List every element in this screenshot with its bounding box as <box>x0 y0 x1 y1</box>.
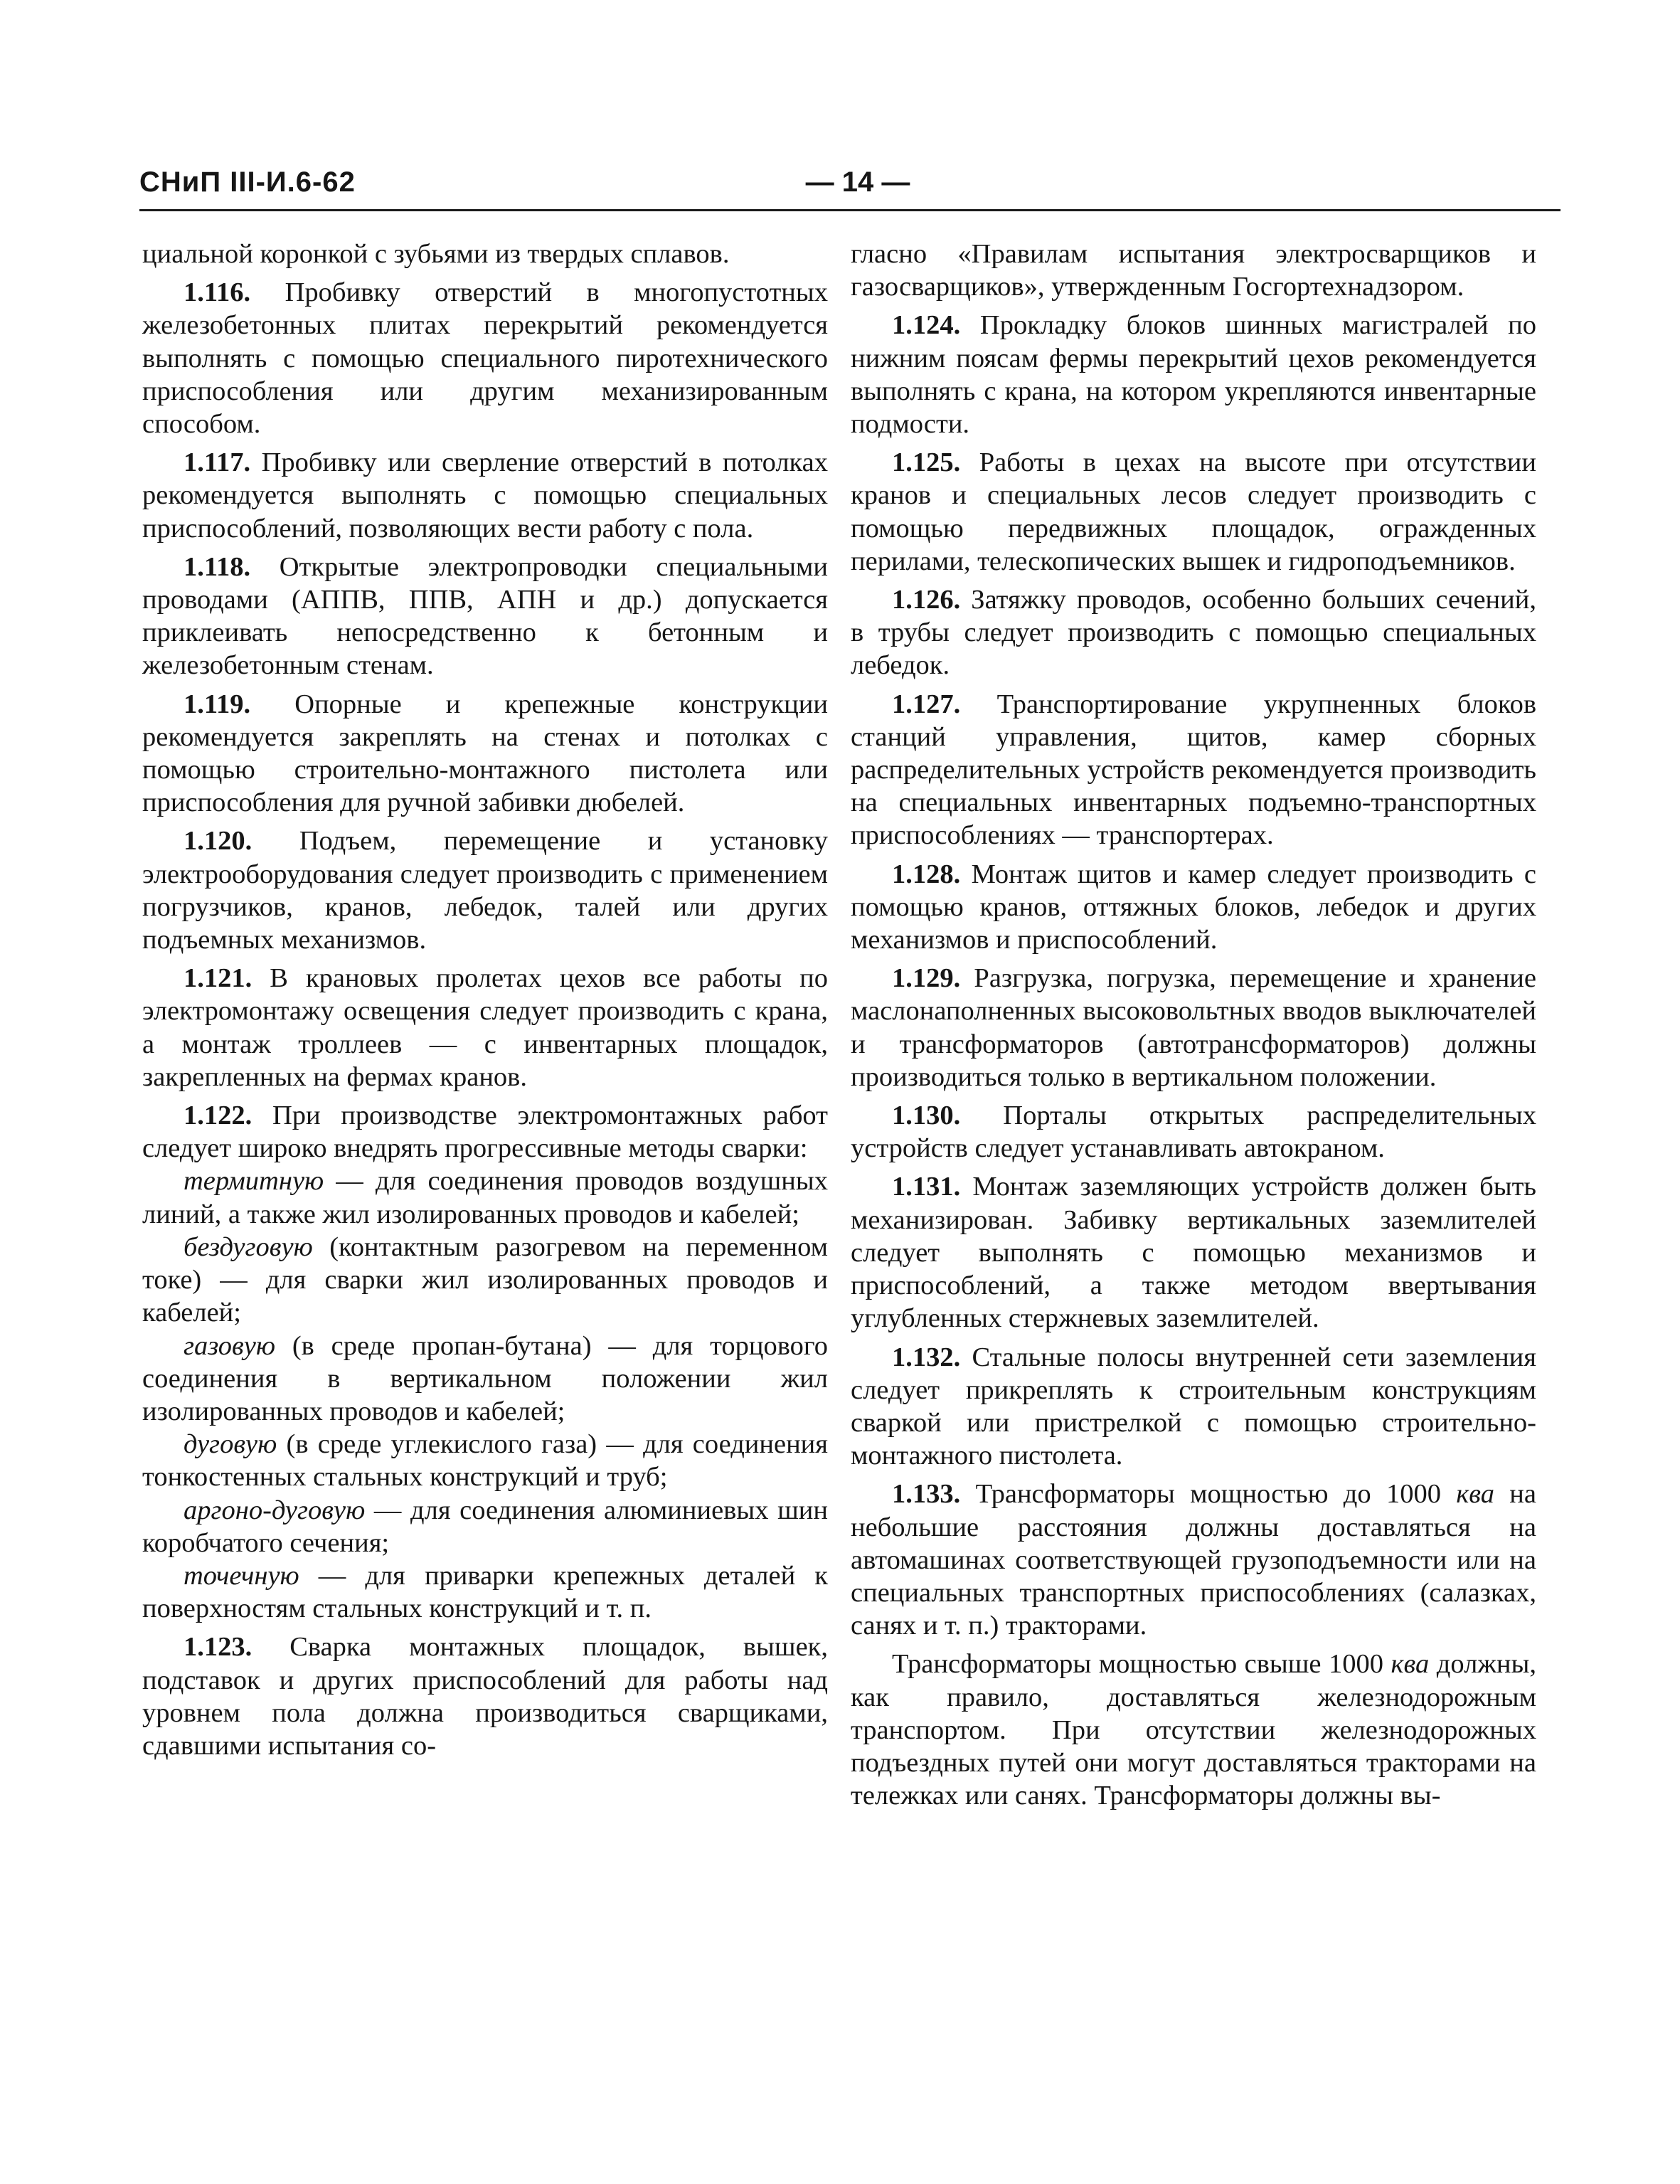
page-header <box>139 166 1561 211</box>
welding-method-arc <box>142 1428 828 1493</box>
paragraph-continued: гласно «Правилам испытания электросварщиков и газосварщиков», утвержденным Госгортехнадзором. <box>851 239 1536 302</box>
method-text: — для соединения алюминиевых шин коробчатого сечения; <box>142 1495 828 1558</box>
clause-text: Сварка монтажных площадок, вышек, подставок и других приспособлений для работы над уровнем пола должна производиться сварщиками, сдавшими испытания со- <box>142 1632 828 1761</box>
welding-method-arcless <box>142 1231 828 1330</box>
clause-1-116 <box>142 276 828 440</box>
clause-number: 1.133. <box>892 1479 961 1510</box>
clause-text: Пробивку или сверление отверстий в потолках рекомендуется выполнять с помощью специальных приспособлений, позволяющих вести работу с пола. <box>142 447 828 544</box>
clause-1-118 <box>142 551 828 682</box>
clause-1-117 <box>142 446 828 545</box>
clause-number: 1.129. <box>892 963 961 994</box>
clause-1-123 <box>142 1631 828 1762</box>
clause-text: Трансформаторы мощностью свыше 1000 <box>892 1649 1391 1680</box>
clause-1-131 <box>851 1170 1536 1335</box>
clause-1-121 <box>142 962 828 1093</box>
method-term: бездуговую <box>184 1231 313 1262</box>
welding-method-gas <box>142 1330 828 1428</box>
clause-number: 1.118. <box>184 551 251 582</box>
clause-text: Стальные полосы внутренней сети заземления следует прикреплять к строительным конструкциям сваркой или пристрелкой с помощью строительно-монтажного пистолета. <box>851 1342 1536 1471</box>
clause-1-126 <box>851 583 1536 682</box>
clause-1-133-continued <box>851 1648 1536 1812</box>
clause-number: 1.130. <box>892 1101 961 1131</box>
welding-method-spot <box>142 1559 828 1625</box>
method-text: — для приварки крепежных деталей к поверхностям стальных конструкций и т. п. <box>142 1560 828 1624</box>
paragraph-continued: циальной коронкой с зубьями из твердых сплавов. <box>142 239 730 269</box>
clause-text: Подъем, перемещение и установку электрооборудования следует производить с применением погрузчиков, кранов, лебедок, талей или других подъемных механизмов. <box>142 826 828 955</box>
clause-number: 1.124. <box>892 310 961 341</box>
clause-number: 1.117. <box>184 447 251 478</box>
right-column <box>851 238 1536 1812</box>
welding-method-thermite <box>142 1165 828 1230</box>
clause-1-119 <box>142 688 828 820</box>
method-term: аргоно-дуговую <box>184 1495 366 1525</box>
clause-1-129 <box>851 962 1536 1093</box>
clause-1-125 <box>851 446 1536 578</box>
clause-text: на небольшие расстояния должны доставляться на автомашинах соответствующей грузоподъемности или на специальных транспортных приспособлениях (салазках, санях и т. п.) тракторами. <box>851 1479 1536 1641</box>
clause-text: Открытые электропроводки специальными проводами (АППВ, ППВ, АПН и др.) допускается приклеивать непосредственно к бетонным и железобетонным стенам. <box>142 551 828 681</box>
clause-1-133 <box>851 1478 1536 1642</box>
clause-1-122 <box>142 1099 828 1165</box>
clause-text: Пробивку отверстий в многопустотных железобетонных плитах перекрытий рекомендуется выполнять с помощью специального пиротехнического приспособления или другим механизированным способом. <box>142 277 828 440</box>
page-number: — 14 — <box>805 166 910 198</box>
clause-text: Затяжку проводов, особенно больших сечений, в трубы следует производить с помощью специальных лебедок. <box>851 585 1536 681</box>
clause-text: Монтаж щитов и камер следует производить с помощью кранов, оттяжных блоков, лебедок и других механизмов и приспособлений. <box>851 859 1536 955</box>
clause-text: Опорные и крепежные конструкции рекомендуется закреплять на стенах и потолках с помощью строительно-монтажного пистолета или приспособления для ручной забивки дюбелей. <box>142 689 828 818</box>
clause-number: 1.116. <box>184 277 251 308</box>
method-term: точечную <box>184 1560 299 1591</box>
clause-text: Работы в цехах на высоте при отсутствии кранов и специальных лесов следует производить с помощью передвижных площадок, огражденных перилами, телескопических вышек и гидроподъемников. <box>851 447 1536 576</box>
unit-kva: ква <box>1456 1479 1494 1510</box>
clause-number: 1.123. <box>184 1632 252 1663</box>
clause-number: 1.132. <box>892 1342 961 1372</box>
clause-number: 1.121. <box>184 963 252 994</box>
clause-text: Прокладку блоков шинных магистралей по нижним поясам фермы перекрытий цехов рекомендуется выполнять с крана, на котором укрепляются инвентарные подмости. <box>851 310 1536 440</box>
clause-text: Разгрузка, погрузка, перемещение и хранение маслонаполненных высоковольтных вводов выключателей и трансформаторов (автотрансформаторов) должны производиться только в вертикальном положении. <box>851 963 1536 1092</box>
clause-number: 1.119. <box>184 689 251 719</box>
clause-number: 1.120. <box>184 826 252 857</box>
clause-text: Порталы открытых распределительных устройств следует устанавливать автокраном. <box>851 1101 1536 1164</box>
clause-text: должны, как правило, доставляться железнодорожным транспортом. При отсутствии железнодорожных подъездных путей они могут доставляться тракторами на тележках или санях. Трансформаторы должны вы- <box>851 1649 1536 1811</box>
clause-number: 1.128. <box>892 859 961 889</box>
method-text: (контактным разогревом на переменном токе) — для сварки жил изолированных проводов и кабелей; <box>142 1231 828 1328</box>
method-text: — для соединения проводов воздушных линий, а также жил изолированных проводов и кабелей; <box>142 1166 828 1229</box>
clause-1-128 <box>851 858 1536 957</box>
clause-text: Трансформаторы мощностью до 1000 <box>960 1479 1457 1510</box>
clause-number: 1.126. <box>892 585 961 615</box>
document-code: СНиП III-И.6-62 <box>139 166 356 198</box>
method-text: (в среде пропан-бутана) — для торцового соединения в вертикальном положении жил изолированных проводов и кабелей; <box>142 1330 828 1426</box>
clause-1-124 <box>851 309 1536 440</box>
clause-1-132 <box>851 1341 1536 1473</box>
clause-text: Монтаж заземляющих устройств должен быть механизирован. Забивку вертикальных заземлителей следует выполнять с помощью механизмов и приспособлений, а также методом ввертывания углубленных стержневых заземлителей. <box>851 1172 1536 1334</box>
clause-number: 1.125. <box>892 447 961 478</box>
method-term: газовую <box>184 1330 275 1361</box>
clause-number: 1.122. <box>184 1101 252 1131</box>
method-term: термитную <box>184 1166 324 1197</box>
clause-1-120 <box>142 825 828 956</box>
method-text: (в среде углекислого газа) — для соединения тонкостенных стальных конструкций и труб; <box>142 1429 828 1493</box>
clause-number: 1.127. <box>892 689 961 719</box>
clause-1-127 <box>851 688 1536 852</box>
clause-1-130 <box>851 1099 1536 1165</box>
clause-text: При производстве электромонтажных работ следует широко внедрять прогрессивные методы сварки: <box>142 1101 828 1164</box>
left-column <box>142 238 828 1762</box>
unit-kva: ква <box>1391 1649 1430 1680</box>
clause-text: Транспортирование укрупненных блоков станций управления, щитов, камер сборных распределительных устройств рекомендуется производить на специальных инвентарных подъемно-транспортных приспособлениях — транспортерах. <box>851 689 1536 851</box>
clause-number: 1.131. <box>892 1172 961 1202</box>
welding-method-argon-arc <box>142 1494 828 1559</box>
method-term: дуговую <box>184 1429 277 1460</box>
clause-text: В крановых пролетах цехов все работы по электромонтажу освещения следует производить с крана, а монтаж троллеев — с инвентарных площадок, закрепленных на фермах кранов. <box>142 963 828 1092</box>
